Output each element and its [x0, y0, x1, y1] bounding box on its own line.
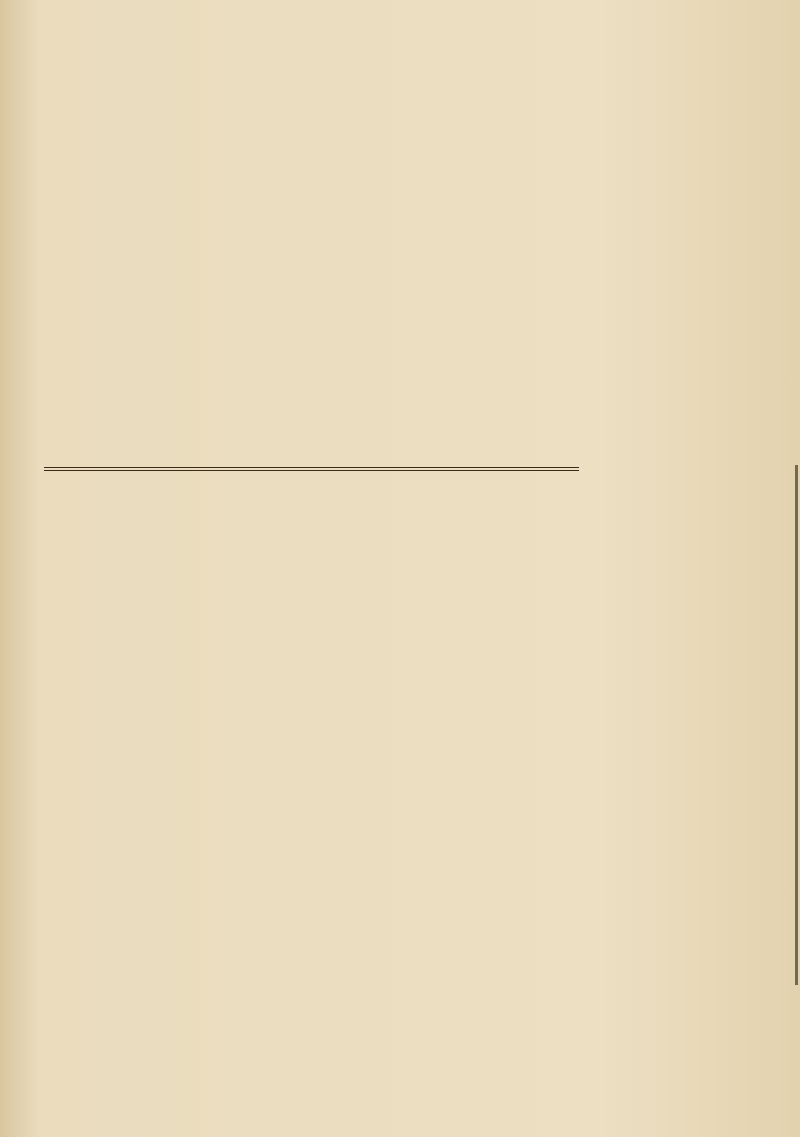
margin-ink-line — [795, 465, 798, 985]
section-divider — [44, 467, 579, 471]
